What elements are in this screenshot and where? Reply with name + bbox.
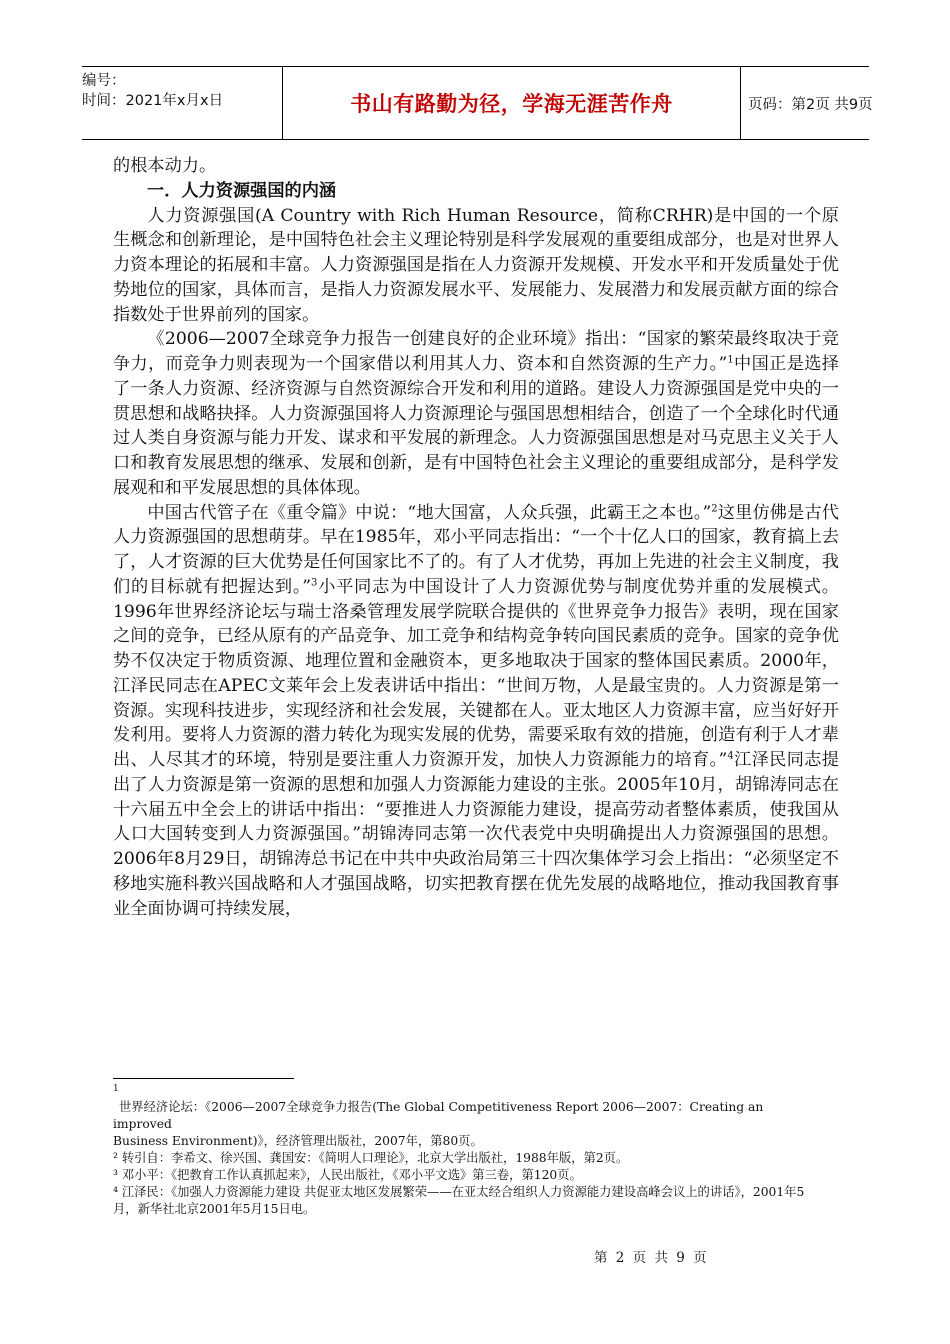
footnote-3: ³ 邓小平：《把教育工作认真抓起来》，人民出版社，《邓小平文选》第三卷，第120页。 xyxy=(113,1168,582,1182)
footnote-4: ⁴ 江泽民：《加强人力资源能力建设 共促亚太地区发展繁荣——在亚太经合组织人力资源能力建设高峰会议上的讲话》，2001年5月，新华社北京2001年5月15日电。 xyxy=(113,1185,805,1216)
document-body xyxy=(113,154,839,921)
paragraph-text: 这里仿佛是古代人力资源强国的思想萌芽。早在1985年，邓小平同志指出：“一个十亿人口的国家，教育搞上去了，人才资源的巨大优势是任何国家比不了的。有了人才优势，再加上先进的社会主义制度，我们的目标就有把握达到。” xyxy=(113,502,839,597)
paragraph-continuation: 的根本动力。 xyxy=(113,156,217,176)
paragraph-text: 江泽民同志提出了人力资源是第一资源的思想和加强人力资源能力建设的主张。2005年10月，胡锦涛同志在十六届五中全会上的讲话中指出：“要推进人力资源能力建设，提高劳动者整体素质，使我国从人口大国转变到人力资源强国。”胡锦涛同志第一次代表党中央明确提出人力资源强国的思想。2006年8月29日，胡锦涛总书记在中共中央政治局第三十四次集体学习会上指出：“必须坚定不移地实施科教兴国战略和人才强国战略，切实把教育摆在优先发展的战略地位，推动我国教育事业全面协调可持续发展， xyxy=(113,750,839,919)
document-number-label: 编号： xyxy=(82,73,126,89)
paragraph-competitiveness xyxy=(113,327,839,500)
paragraph-text: 中国古代管子在《重令篇》中说：“地大国富，人众兵强，此霸王之本也。” xyxy=(147,502,712,523)
footnote-2: ² 转引自：李希文、徐兴国、龚国安：《简明人口理论》，北京大学出版社，1988年版，第2页。 xyxy=(113,1151,629,1165)
section-heading: 一．人力资源强国的内涵 xyxy=(147,180,337,201)
header-motto-cell xyxy=(282,67,741,139)
footnote-1-mark: 1 xyxy=(113,1084,119,1094)
paragraph-history xyxy=(113,501,839,922)
footnotes xyxy=(113,1083,813,1218)
header-meta xyxy=(82,67,282,139)
footnote-ref-3[interactable]: 3 xyxy=(311,577,318,589)
header-page-info: 页码：第2页 共9页 xyxy=(748,97,873,113)
paragraph-definition: 人力资源强国(A Country with Rich Human Resource，简称CRHR)是中国的一个原生概念和创新理论，是中国特色社会主义理论特别是科学发展观的重要组成部分，也是对世界人力资本理论的拓展和丰富。人力资源强国是指在人力资源开发规模、开发水平和开发质量处于优势地位的国家，具体而言，是指人力资源发展水平、发展能力、发展潜力和发展贡献方面的综合指数处于世界前列的国家。 xyxy=(113,205,839,325)
footnote-ref-2[interactable]: 2 xyxy=(711,502,718,514)
header-motto: 书山有路勤为径，学海无涯苦作舟 xyxy=(350,92,673,116)
page-header xyxy=(82,66,873,140)
footnote-1-cont: Business Environment)》，经济管理出版社，2007年，第80页。 xyxy=(113,1134,483,1148)
document-time-label: 时间：2021年x月x日 xyxy=(82,93,224,109)
footnote-1: 世界经济论坛：《2006—2007全球竞争力报告(The Global Competitiveness Report 2006—2007：Creating an xyxy=(119,1100,764,1114)
footnote-1-cont: improved xyxy=(113,1117,172,1131)
footnote-divider xyxy=(113,1078,294,1079)
footnote-ref-1[interactable]: 1 xyxy=(727,354,734,366)
footnote-ref-4[interactable]: 4 xyxy=(727,750,734,762)
paragraph-text: 《2006—2007全球竞争力报告一创建良好的企业环境》指出：“国家的繁荣最终取决于竞争力，而竞争力则表现为一个国家借以利用其人力、资本和自然资源的生产力。” xyxy=(113,329,839,374)
header-page-cell xyxy=(740,67,873,139)
paragraph-text: 中国正是选择了一条人力资源、经济资源与自然资源综合开发和利用的道路。建设人力资源强国是党中央的一贯思想和战略抉择。人力资源强国将人力资源理论与强国思想相结合，创造了一个全球化时代通过人类自身资源与能力开发、谋求和平发展的新理念。人力资源强国思想是对马克思主义关于人口和教育发展思想的继承、发展和创新，是有中国特色社会主义理论的重要组成部分，是科学发展观和和平发展思想的具体体现。 xyxy=(113,354,839,498)
page-number: 第 2 页 共 9 页 xyxy=(594,1250,709,1266)
paragraph-text: 小平同志为中国设计了人力资源优势与制度优势并重的发展模式。1996年世界经济论坛与瑞士洛桑管理发展学院联合提供的《世界竞争力报告》表明，现在国家之间的竞争，已经从原有的产品竞争、加工竞争和结构竞争转向国民素质的竞争。国家的竞争优势不仅决定于物质资源、地理位置和金融资本，更多地取决于国家的整体国民素质。2000年，江泽民同志在APEC文莱年会上发表讲话中指出：“世间万物，人是最宝贵的。人力资源是第一资源。实现科技进步，实现经济和社会发展，关键都在人。亚太地区人力资源丰富，应当好好开发利用。要将人力资源的潜力转化为现实发展的优势，需要采取有效的措施，创造有利于人才辈出、人尽其才的环境，特别是要注重人力资源开发，加快人力资源能力的培育。” xyxy=(113,576,839,770)
